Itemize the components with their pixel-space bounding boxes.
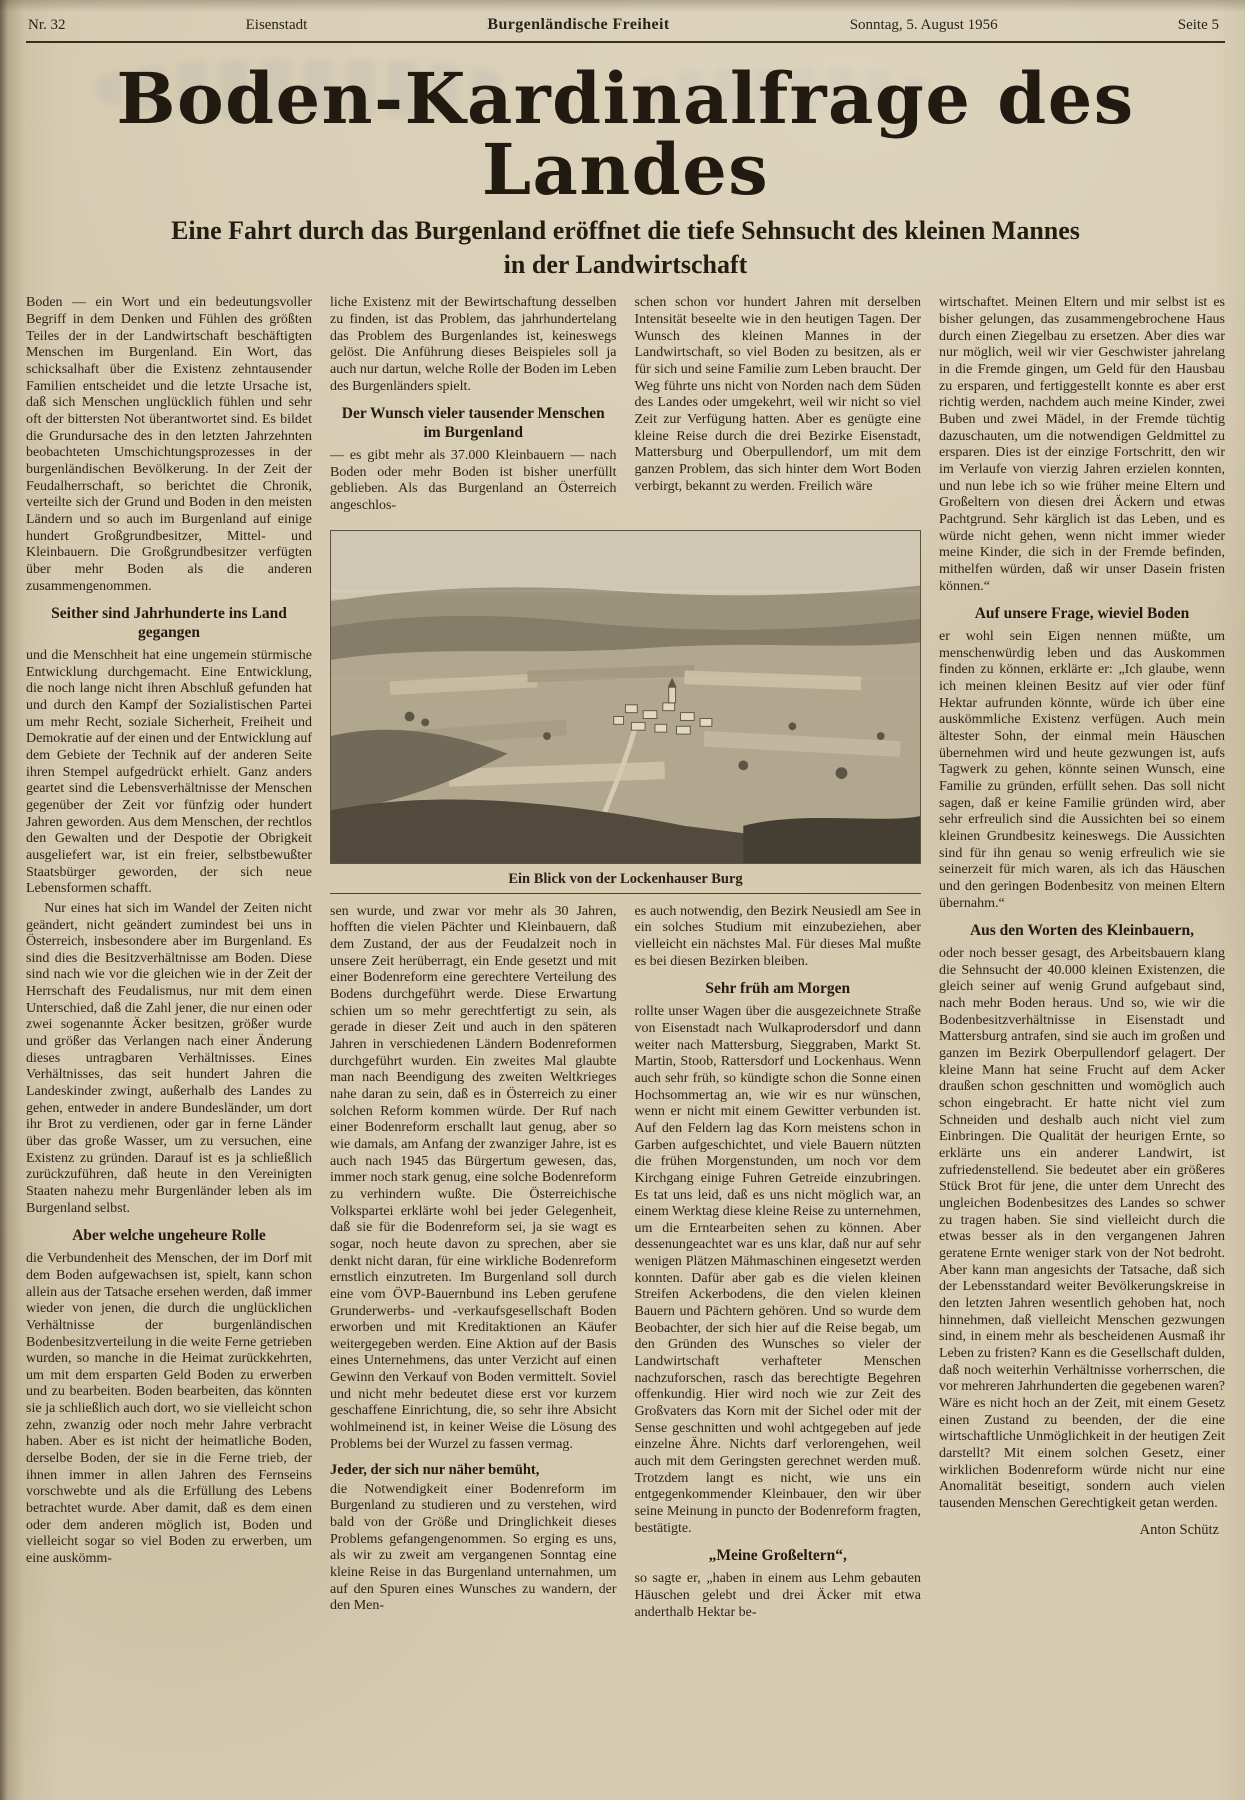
paragraph: sen wurde, und zwar vor mehr als 30 Jahren, hofften die vielen Pächter und Kleinbauern, daß dem Zustand, der aus der Feudalzeit noch in unsere Zeit herüberragt, ein Ende gesetzt und mit einer Bodenreform eine gerechtere Verteilung des Bodens durchgeführt werde. Diese Erwartung schien um so mehr gerechtfertigt zu sein, als gerade in dieser Zeit und auch in den späteren Jahren in verschiedenen Ländern Bodenreformen durchgeführt wurden. Ein zweites Mal glaubte man nach Beendigung des zweiten Weltkrieges nahe daran zu sein, daß es in Österreich zu einer solchen Reform kommen würde. Der Ruf nach einer Bodenreform erschallt laut genug, aber so wie damals, am Anfang der zwanziger Jahre, ist es auch nach 1945 das Bürgertum gewesen, das, immer noch stark genug, eine solche Bodenreform zu verhindern wußte. Die Österreichische Volkspartei erklärte wohl bei jeder Gelegenheit, daß sie für die Bodenreform sei, ja sie wagt es sogar, noch heute davon zu sprechen, aber sie denkt nicht daran, für eine wirkliche Bodenreform ernstlich einzutreten. Im Burgenland soll durch eine vom ÖVP-Bauernbund ins Leben gerufene Grunderwerbs- und -verkaufsgesellschaft Boden erworben und mit Kreditaktionen an Käufer weitergegeben werden. Eine Aktion auf der Basis eines Unternehmens, das unter Verzicht auf einen Gewinn den Verkauf von Boden vermittelt. Soviel und nicht mehr bedeutet diese erst vor kurzem geschaffene Einrichtung, die, so sehr ihre Absicht wohlmeinend ist, in keiner Weise die Lösung des Problems bei der Wurzel zu fassen vermag. <box>330 903 617 1452</box>
paragraph: es auch notwendig, den Bezirk Neusiedl am See in ein solches Studium mit einzubeziehen, aber vielleicht ein nächstes Mal. Für dieses Mal mußte es bei diesen Bezirken bleiben. <box>634 903 921 969</box>
landscape-photo <box>330 530 921 864</box>
column-2-bottom <box>330 904 617 1624</box>
paragraph: die Notwendigkeit einer Bodenreform im Burgenland zu studieren und zu verstehen, wird bald von der Größe und Dringlichkeit dieses Problems gefangengenommen. So erging es uns, als wir zu zweit am vergangenen Sonntag eine kleine Reise in das Burgenland unternahmen, um auf den Spuren eines Wunsches zu wandern, der den Men- <box>330 1481 617 1614</box>
column-1 <box>26 295 312 1624</box>
paragraph: schen schon vor hundert Jahren mit derselben Intensität beseelte wie in den heutigen Tagen. Der Wunsch des kleinen Mannes in der Landwirtschaft, so viel Boden zu besitzen, als er für sich und seine Familie zum Leben braucht. Der Weg führte uns nicht von Norden nach dem Süden des Landes oder umgekehrt, weil wir nicht so viel Zeit zur Verfügung hatten. Aber es genügte eine kleine Reise durch die drei Bezirke Eisenstadt, Mattersburg und Oberpullendorf, um mit dem ganzen Problem, das sich hinter dem Wort Boden verbirgt, bekannt zu werden. Freilich wäre <box>634 295 921 494</box>
paragraph: wirtschaftet. Meinen Eltern und mir selbst ist es bisher gelungen, das zusammengebrochene Haus durch einen Ziegelbau zu ersetzen. Aber dies war nur möglich, weil wir vier Geschwister jahrelang in die Fremde gingen, um Geld für den Hausbau zu ersparen, und fertiggestellt konnte es aber erst richtig werden, nachdem auch meine Kinder, zwei Buben und zwei Mädel, in der Fremde tüchtig dazuschauten, um die notwendigen Geldmittel zu ersparen. Dies ist der einzige Fortschritt, den wir im Verlaufe von vierzig Jahren erzielen konnten, und nun lebe ich so wie früher meine Eltern und Großeltern von diesen drei Äckern und etwas Pachtgrund. Sehr kärglich ist das Leben, und es würde nicht gehen, wenn nicht immer wieder meine Kinder, die sich in der Fremde befinden, mithelfen würden, daß wir unser Dasein fristen können.“ <box>939 295 1225 594</box>
paragraph: er wohl sein Eigen nennen müßte, um menschenwürdig leben und das Auskommen finden zu können, erklärte er: „Ich glaube, wenn ich meinen kleinen Besitz auf vier oder fünf Hektar aufrunden könnte, würde ich über eine auskömmliche Existenz verfügen. Auch mein ältester Sohn, der einmal mein Häuschen übernehmen wird und heute gezwungen ist, aufs Tagwerk zu gehen, könnte seinen Wunsch, eine Familie zu gründen, erfüllt sehen. Das soll nicht sagen, daß er keine Familie gründen wird, aber sehr erfreulich sind die Aussichten bei so einem kleinen Grundbesitz keineswegs. Die Aussichten sind für ihn genau so wenig erfreulich wie sie seinerzeit für mich waren, als ich das Häuschen und den geringen Bodenbesitz von meinen Eltern übernahm.“ <box>939 629 1225 911</box>
subheadline-line-1: Eine Fahrt durch das Burgenland eröffnet die tiefe Sehnsucht des kleinen Mannes <box>171 215 1080 245</box>
section-subhead: Aber welche ungeheure Rolle <box>72 1227 266 1245</box>
paragraph: rollte unser Wagen über die ausgezeichnete Straße von Eisenstadt nach Wulkaprodersdorf und dann weiter nach Mattersburg, Sieggraben, Markt St. Martin, Stoob, Rattersdorf und Lockenhaus. Wenn auch sehr früh, so kündigte schon die Sonne einen Hochsommertag an, wie wir es nur wünschen, wenn er nicht mit einem Gewitter verbunden ist. Auf den Feldern lag das Korn meistens schon in Garben aufgeschichtet, und viele Bauern nützten die frühen Morgenstunden, um noch vor dem Kirchgang einige Fuhren Getreide einzubringen. Es tat uns leid, daß es uns nicht möglich war, an einem Werktag diese kleine Reise zu unternehmen, um die Erntearbeiten sehen zu können. Aber dessenungeachtet war es uns klar, daß nur auf sehr wenigen Plätzen Mähmaschinen eingesetzt werden konnten. Dafür aber gab es die vielen kleinen Streifen Ackerbodens, die den vielen kleinen Bauern und Pächtern gehören. Und so wurde dem Beobachter, der sich hier auf die Reise begab, um den Gründen des Wunsches so vieler der Landwirtschaft verhafteter Menschen nachzuforschen, rasch das berechtigte Begehren offenkundig. Hier wird noch wie zur Zeit des Großvaters das Korn mit der Sichel oder mit der Sense geschnitten und wohl achtgegeben auf jede einzelne Ähre. Nichts darf verlorengehen, weil auch mit dem Geringsten gerechnet werden muß. Trotzdem langt es nicht, wie uns ein entgegenkommender Kleinbauer, den wir über seine Meinung in puncto der Bodenreform fragten, bestätigte. <box>634 1004 921 1536</box>
column-3-bottom <box>635 904 922 1624</box>
middle-top-row <box>330 295 921 517</box>
article-headline: Boden-Kardinalfrage des Landes <box>116 57 1135 212</box>
middle-bottom-row <box>330 904 921 1624</box>
masthead-date: Sonntag, 5. August 1956 <box>849 17 998 33</box>
column-3-top <box>635 295 922 517</box>
paragraph: Boden — ein Wort und ein bedeutungsvoller Begriff in dem Denken und Fühlen des größten Teiles der in der Landwirtschaft beschäftigten Menschen im Burgenland. Ein Wort, das schicksalhaft über die Existenz zehntausender Familien entscheidet und die letzte Ursache ist, daß sich Menschen unglücklich fühlen und sehr oft der bittersten Not überantwortet sind. Es bildet die Grundursache des in den letzten Jahrzehnten beobachteten Umschichtungsprozesses in der burgenländischen Bevölkerung. In der Zeit der Feudalherrschaft, so berichtet die Chronik, verteilte sich der Grund und Boden in den meisten Ländern und so auch im Burgenland auf einige hundert Großgrundbesitzer, Mittel- und Kleinbauern. Die Großgrundbesitzer verfügten über mehr Boden als die anderen zusammengenommen. <box>26 295 312 594</box>
issue-number: Nr. 32 <box>28 17 66 33</box>
section-subhead: Aus den Worten des Kleinbauern, <box>969 922 1195 940</box>
paragraph: so sagte er, „haben in einem aus Lehm gebauten Häuschen gelebt und drei Äcker mit etwa anderthalb Hektar be- <box>634 1571 921 1620</box>
paragraph: liche Existenz mit der Bewirtschaftung desselben zu finden, ist das Problem, das jahrhundertelang das Problem des Burgenlandes ist, keineswegs gelöst. Die Anführung dieses Beispieles soll ja auch nur dartun, welche Rolle der Boden im Leben des Burgenländers spielt. <box>330 295 617 394</box>
column-4 <box>939 295 1225 1624</box>
paragraph: Nur eines hat sich im Wandel der Zeiten nicht geändert, nicht geändert zumindest bei uns in Österreich, insbesondere aber im Burgenland. Es sind dies die Besitzverhältnisse am Boden. Diese sind nach wie vor die gleichen wie in der Zeit der Herrschaft des Feudalismus, nur mit dem einen Unterschied, daß die Zahl jener, die nur einen oder zwei sogenannte Äcker besitzen, größer wurde und größer das Verlangen nach einer Änderung dieses untragbaren Verhältnisses. Eines Verhältnisses, das seit hundert Jahren die Landeskinder zwingt, außerhalb des Landes zu gehen, entweder in andere Bundesländer, um dort ihr Brot zu verdienen, oder gar in ferne Länder über das große Wasser, um zu versuchen, eine Existenz zu gründen. Darauf ist es ja schließlich zurückzuführen, daß heute in den Vereinigten Staaten nahezu mehr Burgenländer leben als im Burgenland selbst. <box>26 900 312 1216</box>
section-subhead: Auf unsere Frage, wieviel Boden <box>974 605 1190 623</box>
section-subhead: Der Wunsch vieler tausender Menschen im Burgenland <box>341 405 605 442</box>
article-subheadline <box>26 214 1225 282</box>
subheadline-line-2: in der Landwirtschaft <box>503 249 748 279</box>
section-subhead: Jeder, der sich nur näher bemüht, <box>330 1462 540 1479</box>
paragraph: und die Menschheit hat eine ungemein stürmische Entwicklung durchgemacht. Eine Entwicklung, die noch lange nicht ihren Abschluß gefunden hat und durch den Kampf der Sozialistischen Partei um mehr Recht, soziale Sicherheit, Freiheit und Demokratie auf der einen und der Entwicklung auf dem Gebiete der Technik auf der anderen Seite ihren Stempel aufgedrückt erhielt. Ganz anders geartet sind die Lebensverhältnisse der Menschen gegenüber der Zeit vor fünfzig oder hundert Jahren geworden. Aus dem Menschen, der rechtlos den Gewalten und der Despotie der Obrigkeit ausgeliefert war, ist ein freier, selbstbewußter Staatsbürger geworden, der sich neue Lebensformen schafft. <box>26 648 312 897</box>
paragraph: oder noch besser gesagt, des Arbeitsbauern klang die Sehnsucht der 40.000 kleinen Existenzen, die gleich seiner auf wenig Grund aufgebaut sind, nach mehr Boden heraus. Und so, wie wir die Bodenbesitzverhältnisse in Eisenstadt und Mattersburg antrafen, sind sie auch im großen und ganzen im Bezirk Oberpullendorf gelagert. Der kleine Mann hat seine Frucht auf dem Acker draußen schon geschnitten und womöglich auch schon eingebracht. Er hatte nicht viel zum Schneiden und deshalb auch nicht viel zum Einbringen. Die Qualität der heurigen Ernte, so erklärte uns ein anderer Landwirt, ist zufriedenstellend. Sie bedeutet aber ein größeres Stück Brot für jene, die unter dem Unrecht des ungleichen Bodenbesitzes des Landes so schwer zu tragen haben. Sie sind vielleicht durch die etwas besser als in den vergangenen Jahren geratene Ernte weniger stark von der Not bedroht. Aber kann man angesichts der Tatsache, daß sich der Lebensstandard weiter Bevölkerungskreise in den letzten Jahren wesentlich gehoben hat, noch hinnehmen, daß vielleicht Menschen gezwungen sind, in einem mehr als bescheidenen Ausmaß ihr Leben zu fristen? Kann es die Gesellschaft dulden, daß noch weiterhin Verhältnisse vorherrschen, die vor mehreren Jahrhunderten die gegebenen waren? Wäre es nicht hoch an der Zeit, mit einem Gesetz einen Zustand zu beenden, der die eine wirtschaftliche Unmöglichkeit in der heutigen Zeit darstellt? Mit einem solchen Gesetz, einer wirklichen Bodenreform würde nicht nur eine Anomalität beseitigt, sondern auch vielen tausenden Menschen Gerechtigkeit getan werden. <box>939 946 1225 1511</box>
photo-caption: Ein Blick von der Lockenhauser Burg <box>330 864 921 894</box>
masthead <box>26 12 1225 43</box>
author-byline: Anton Schütz <box>1139 1522 1219 1539</box>
newspaper-title: Burgenländische Freiheit <box>487 16 670 33</box>
section-subhead: „Meine Großeltern“, <box>708 1547 847 1565</box>
columns-2-3 <box>330 295 921 1624</box>
paragraph: — es gibt mehr als 37.000 Kleinbauern — nach Boden oder mehr Boden ist bisher unerfüllt geblieben. Als das Burgenland an Österreich angeschlos- <box>330 448 617 514</box>
section-subhead: Sehr früh am Morgen <box>705 980 851 998</box>
landscape-photo-art <box>331 531 920 863</box>
section-subhead: Seither sind Jahrhunderte ins Land gegangen <box>51 605 287 642</box>
masthead-city: Eisenstadt <box>245 17 308 33</box>
paragraph: die Verbundenheit des Menschen, der im Dorf mit dem Boden aufgewachsen ist, spielt, kann schon allein aus der Tatsache ersehen werden, daß immer wieder von jenen, die durch die unglücklichen Verhältnisse der burgenländischen Bodenbesitzverteilung in die weite Ferne getrieben wurden, so manche in die Heimat zurückkehrten, um mit dem ersparten Geld Boden zu erwerben und zu bearbeiten. Boden bearbeiten, das könnten sie ja schließlich auch dort, wo sie vielleicht schon zehn, zwanzig oder noch mehr Jahre verbracht haben. Aber es ist nicht der heimatliche Boden, derselbe Boden, der sie in die Ferne trieb, der ihnen immer in allen Jahren des Fernseins vorschwebte und als die Erfüllung des Lebens betrachtet wurde. Aber damit, daß es dem einen oder dem anderen möglich ist, Boden und vielleicht sogar so viel Boden zu erwerben, um eine auskömm- <box>26 1251 312 1567</box>
article-body <box>26 295 1225 1624</box>
article-photo-figure <box>330 530 921 894</box>
page-number: Seite 5 <box>1177 17 1219 33</box>
column-2-top <box>330 295 617 517</box>
